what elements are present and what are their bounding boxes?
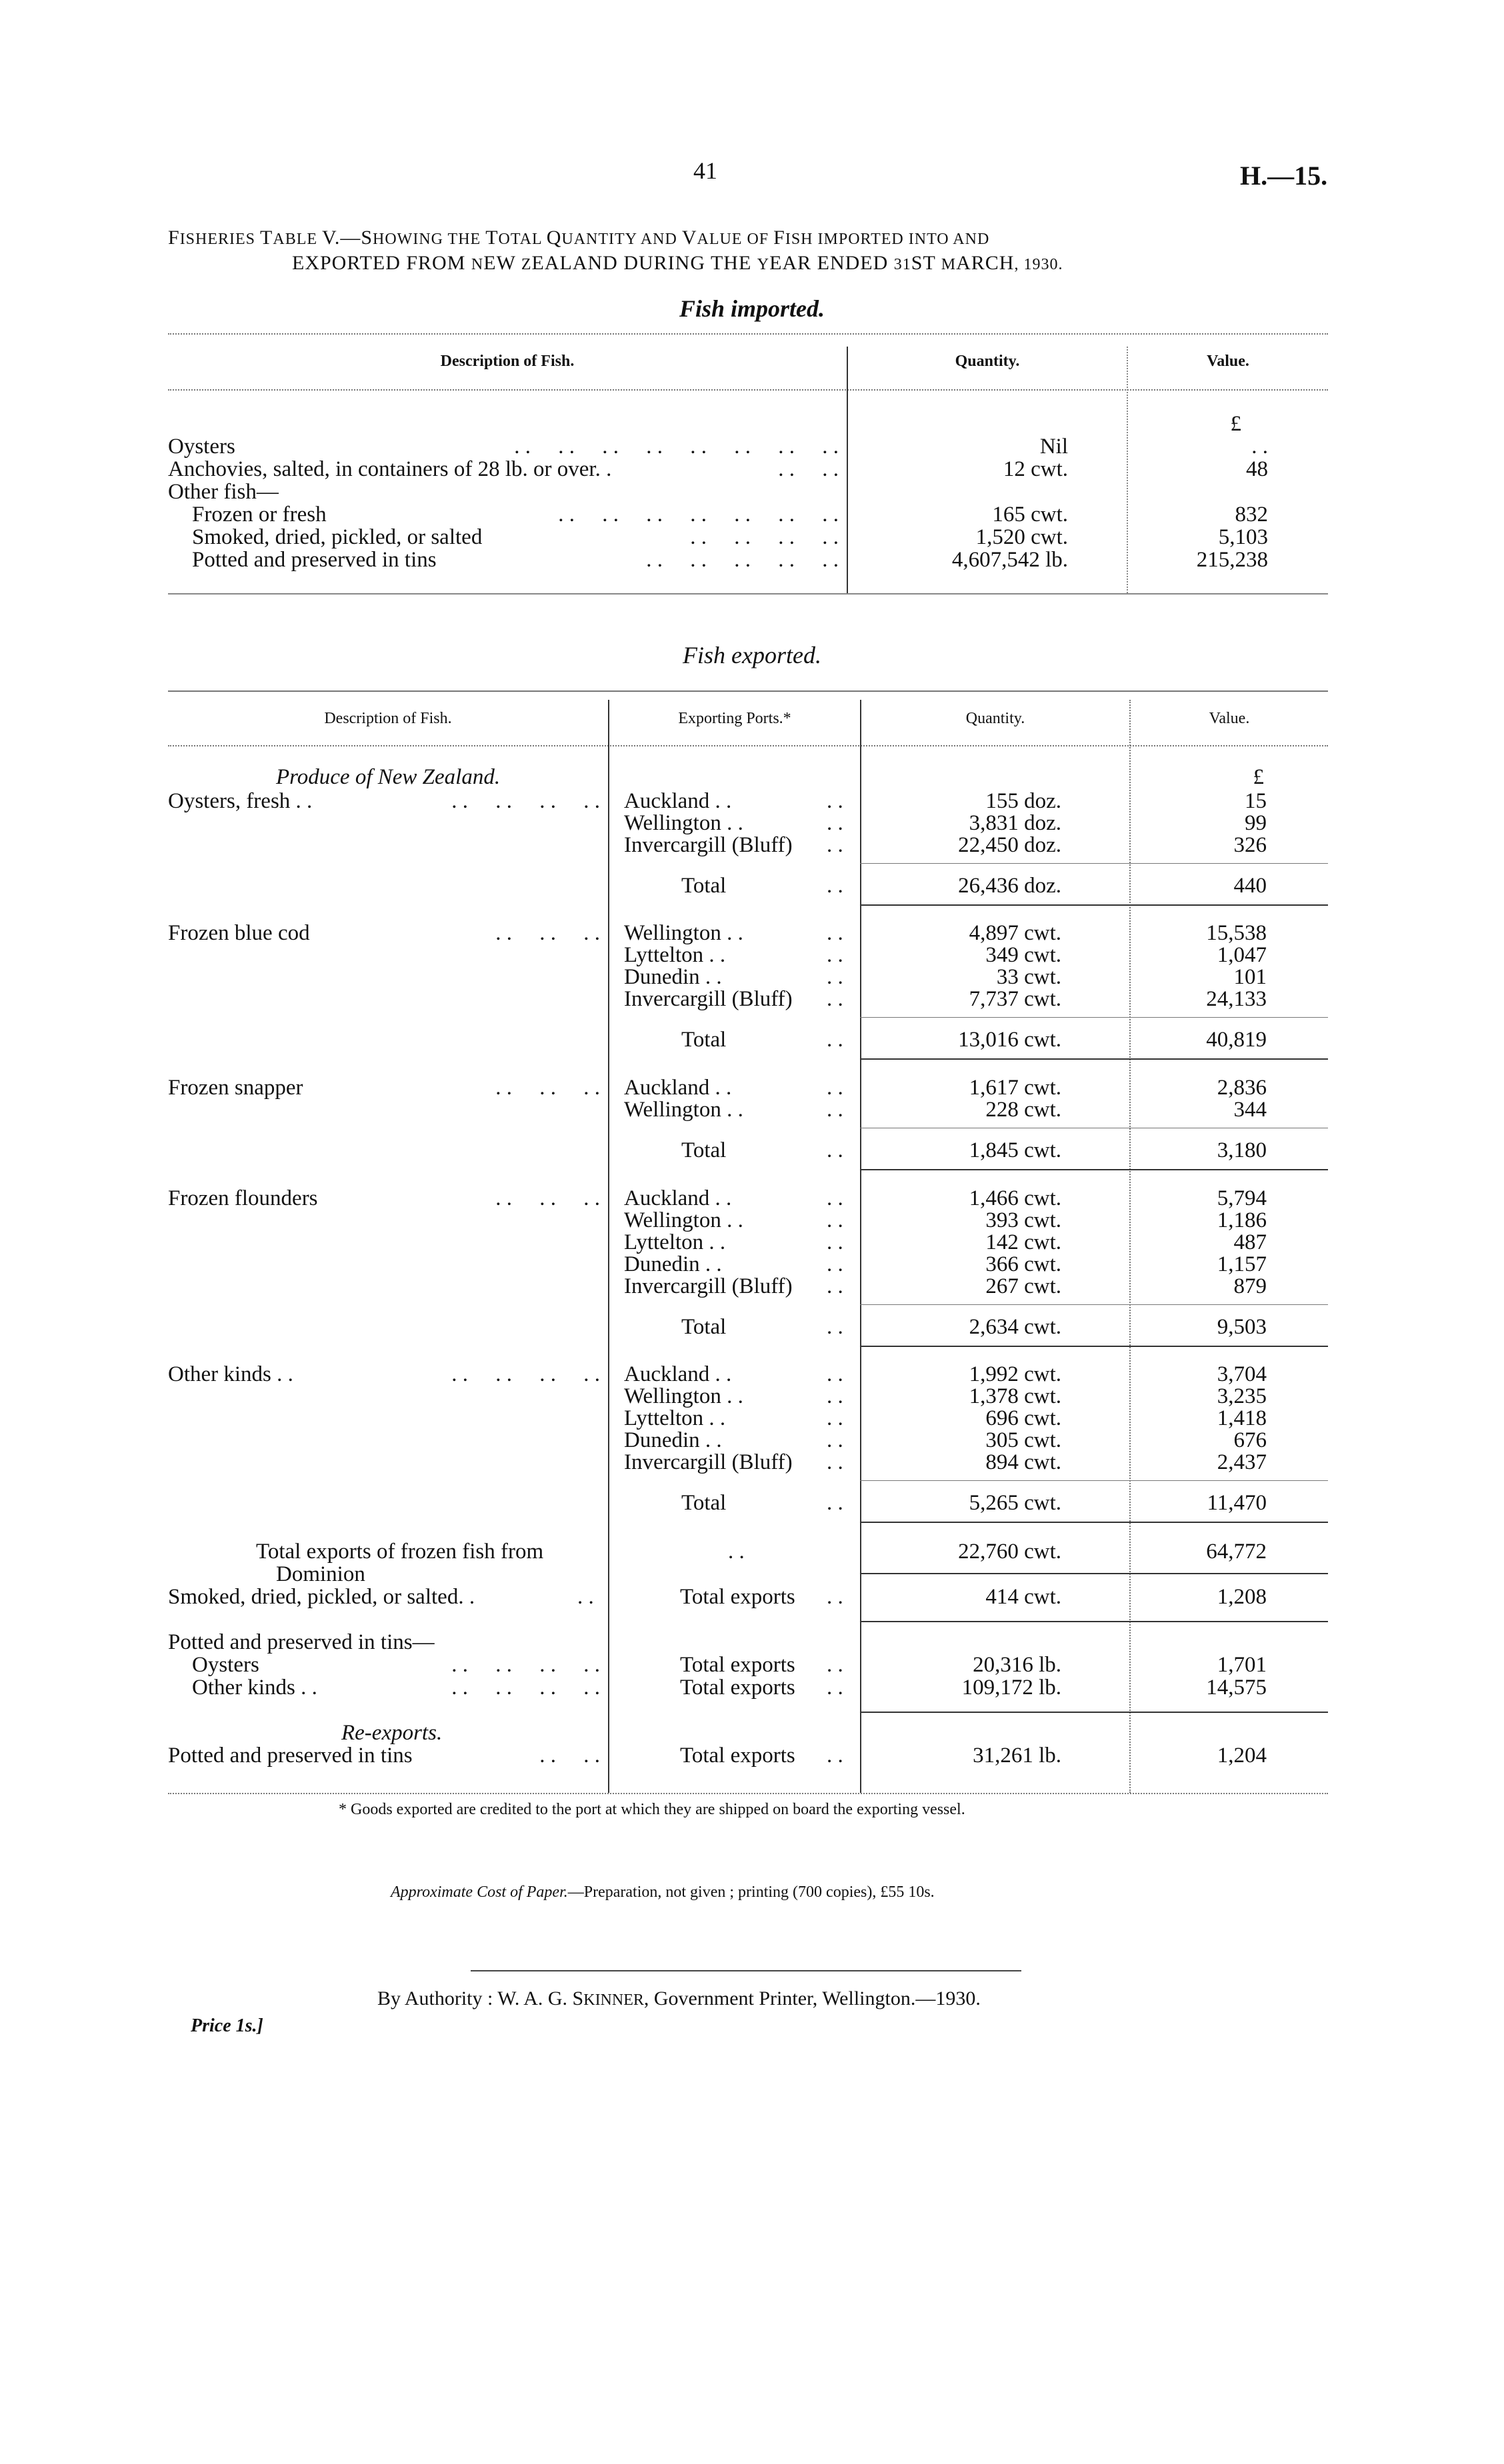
title-part: EW bbox=[483, 252, 521, 274]
re-exports-value: 1,204 bbox=[1217, 1744, 1267, 1768]
export-row-quantity: 3,831 doz. bbox=[969, 811, 1061, 835]
total-rule-bottom bbox=[860, 904, 1328, 906]
total-rule-top bbox=[860, 1304, 1328, 1305]
exported-header-value: Value. bbox=[1209, 710, 1250, 727]
export-row-quantity: 4,897 cwt. bbox=[969, 921, 1061, 945]
title-part: ABLE bbox=[273, 231, 323, 248]
smoked-value: 1,208 bbox=[1217, 1585, 1267, 1609]
export-group-name: Frozen flounders bbox=[168, 1186, 318, 1210]
imported-row-description: Frozen or fresh bbox=[192, 503, 327, 527]
exported-currency-symbol: £ bbox=[1253, 765, 1264, 789]
title-part: T bbox=[260, 227, 273, 249]
re-exports-ports-label: Total exports bbox=[680, 1744, 795, 1768]
imported-header-value: Value. bbox=[1207, 353, 1249, 370]
imported-row-quantity: 12 cwt. bbox=[1003, 457, 1068, 481]
imported-row-value: . . bbox=[1251, 435, 1268, 459]
export-row-port: Dunedin . . bbox=[624, 965, 722, 989]
export-row-value: 15,538 bbox=[1206, 921, 1267, 945]
authority-suffix: , Government Printer, Wellington.—1930. bbox=[643, 1987, 981, 2009]
export-row-dots: . . bbox=[827, 1076, 843, 1100]
imported-bottom-rule bbox=[168, 593, 1328, 595]
potted-row-leader: . . . . . . . . bbox=[451, 1653, 600, 1677]
export-row-dots: . . bbox=[827, 987, 843, 1011]
export-row-port: Lyttelton . . bbox=[624, 943, 726, 967]
export-row-quantity: 1,378 cwt. bbox=[969, 1384, 1061, 1408]
export-total-dots: . . bbox=[827, 1028, 843, 1052]
title-part: EXPORTED FROM bbox=[292, 252, 471, 274]
title-part: M bbox=[941, 256, 957, 273]
imported-row-leader: . . . . bbox=[778, 457, 839, 481]
export-row-quantity: 7,737 cwt. bbox=[969, 987, 1061, 1011]
export-row-value: 3,235 bbox=[1217, 1384, 1267, 1408]
table-title-line-2 bbox=[292, 252, 1063, 275]
export-row-dots: . . bbox=[827, 1098, 843, 1122]
smoked-leader: . . bbox=[577, 1585, 594, 1609]
frozen-total-ports: . . bbox=[728, 1540, 745, 1564]
export-row-dots: . . bbox=[827, 943, 843, 967]
potted-row-leader: . . . . . . . . bbox=[451, 1676, 600, 1700]
smoked-quantity: 414 cwt. bbox=[985, 1585, 1061, 1609]
export-row-quantity: 22,450 doz. bbox=[958, 833, 1061, 857]
cost-text: —Preparation, not given ; printing (700 copies), £55 10s. bbox=[567, 1883, 935, 1901]
export-row-value: 5,794 bbox=[1217, 1186, 1267, 1210]
exported-heading: Fish exported. bbox=[683, 642, 821, 668]
cost-label: Approximate Cost of Paper. bbox=[391, 1883, 568, 1901]
export-row-port: Auckland . . bbox=[624, 789, 732, 813]
title-part: ISH IMPORTED INTO AND bbox=[785, 231, 990, 248]
export-row-value: 676 bbox=[1233, 1428, 1267, 1452]
imported-row-leader: . . . . . . . . bbox=[690, 525, 839, 549]
title-part: EAR ENDED bbox=[769, 252, 894, 274]
export-total-label: Total bbox=[681, 1315, 727, 1339]
export-total-value: 440 bbox=[1233, 874, 1267, 898]
export-row-value: 487 bbox=[1233, 1230, 1267, 1254]
export-total-label: Total bbox=[681, 1491, 727, 1515]
exported-header-rule bbox=[168, 745, 1328, 746]
export-row-port: Invercargill (Bluff) bbox=[624, 1274, 793, 1298]
authority-prefix: By Authority : W. A. G. bbox=[377, 1987, 573, 2009]
imported-row-description: Smoked, dried, pickled, or salted bbox=[192, 525, 483, 549]
title-part: Z bbox=[521, 256, 532, 273]
export-row-quantity: 142 cwt. bbox=[985, 1230, 1061, 1254]
export-row-value: 2,836 bbox=[1217, 1076, 1267, 1100]
export-row-value: 2,437 bbox=[1217, 1450, 1267, 1474]
title-part: F bbox=[773, 227, 785, 249]
imported-header-rule bbox=[168, 389, 1328, 391]
export-row-dots: . . bbox=[827, 1362, 843, 1386]
export-total-dots: . . bbox=[827, 874, 843, 898]
export-row-dots: . . bbox=[827, 811, 843, 835]
imported-row-quantity: 1,520 cwt. bbox=[975, 525, 1068, 549]
export-total-value: 9,503 bbox=[1217, 1315, 1267, 1339]
imported-heading: Fish imported. bbox=[679, 295, 825, 322]
export-row-port: Invercargill (Bluff) bbox=[624, 1450, 793, 1474]
frozen-total-quantity: 22,760 cwt. bbox=[958, 1540, 1061, 1564]
imported-row-quantity: 165 cwt. bbox=[992, 503, 1068, 527]
imported-row-leader: . . . . . . . . . . . . . . bbox=[558, 503, 839, 527]
export-row-quantity: 305 cwt. bbox=[985, 1428, 1061, 1452]
exported-col-divider-1 bbox=[608, 700, 609, 1793]
export-row-quantity: 349 cwt. bbox=[985, 943, 1061, 967]
export-group-name: Oysters, fresh . . bbox=[168, 789, 313, 813]
export-group-leader: . . . . . . bbox=[495, 921, 600, 945]
export-row-port: Invercargill (Bluff) bbox=[624, 987, 793, 1011]
export-row-value: 99 bbox=[1245, 811, 1267, 835]
re-exports-quantity: 31,261 lb. bbox=[973, 1744, 1061, 1768]
authority-line bbox=[377, 1987, 981, 2010]
re-exports-dots: . . bbox=[827, 1744, 843, 1768]
authority-rule bbox=[471, 1970, 1021, 1971]
exported-top-rule bbox=[168, 690, 1328, 692]
title-part: 31 bbox=[893, 256, 911, 273]
table-title-line-1 bbox=[168, 227, 989, 249]
export-group-name: Frozen blue cod bbox=[168, 921, 310, 945]
frozen-total-rule bbox=[860, 1573, 1328, 1574]
export-row-quantity: 894 cwt. bbox=[985, 1450, 1061, 1474]
imported-header-quantity: Quantity. bbox=[955, 353, 1020, 370]
total-rule-top bbox=[860, 1017, 1328, 1018]
imported-row-leader: . . . . . . . . . . bbox=[646, 548, 839, 572]
export-row-value: 1,418 bbox=[1217, 1406, 1267, 1430]
export-row-quantity: 267 cwt. bbox=[985, 1274, 1061, 1298]
export-row-value: 15 bbox=[1245, 789, 1267, 813]
smoked-description: Smoked, dried, pickled, or salted. . bbox=[168, 1585, 475, 1609]
page-number: 41 bbox=[693, 157, 717, 184]
export-total-value: 3,180 bbox=[1217, 1138, 1267, 1162]
imported-row-quantity: Nil bbox=[1039, 435, 1068, 459]
export-row-quantity: 228 cwt. bbox=[985, 1098, 1061, 1122]
cost-line bbox=[391, 1883, 935, 1901]
export-row-value: 3,704 bbox=[1217, 1362, 1267, 1386]
export-row-quantity: 33 cwt. bbox=[996, 965, 1061, 989]
exported-header-quantity: Quantity. bbox=[965, 710, 1025, 727]
title-part: Y bbox=[757, 256, 770, 273]
frozen-total-value: 64,772 bbox=[1206, 1540, 1267, 1564]
potted-row-value: 14,575 bbox=[1206, 1676, 1267, 1700]
total-rule-bottom bbox=[860, 1346, 1328, 1347]
export-row-port: Wellington . . bbox=[624, 921, 743, 945]
potted-row-quantity: 20,316 lb. bbox=[973, 1653, 1061, 1677]
export-row-quantity: 1,466 cwt. bbox=[969, 1186, 1061, 1210]
export-total-dots: . . bbox=[827, 1315, 843, 1339]
export-row-value: 326 bbox=[1233, 833, 1267, 857]
export-row-value: 1,157 bbox=[1217, 1252, 1267, 1276]
export-row-quantity: 366 cwt. bbox=[985, 1252, 1061, 1276]
potted-label: Potted and preserved in tins— bbox=[168, 1630, 435, 1654]
exported-bottom-rule bbox=[168, 1793, 1328, 1794]
export-row-dots: . . bbox=[827, 1406, 843, 1430]
export-row-dots: . . bbox=[827, 1274, 843, 1298]
title-part: F bbox=[168, 227, 180, 249]
export-row-value: 1,186 bbox=[1217, 1208, 1267, 1232]
export-total-quantity: 5,265 cwt. bbox=[969, 1491, 1061, 1515]
export-row-quantity: 393 cwt. bbox=[985, 1208, 1061, 1232]
export-group-name: Frozen snapper bbox=[168, 1076, 303, 1100]
export-row-dots: . . bbox=[827, 1252, 843, 1276]
export-row-quantity: 696 cwt. bbox=[985, 1406, 1061, 1430]
export-row-dots: . . bbox=[827, 1450, 843, 1474]
title-part: Q bbox=[546, 227, 562, 249]
re-exports-leader: . . . . bbox=[539, 1744, 600, 1768]
export-total-value: 40,819 bbox=[1206, 1028, 1267, 1052]
potted-row-ports-label: Total exports bbox=[680, 1653, 795, 1677]
total-rule-bottom bbox=[860, 1522, 1328, 1523]
export-row-value: 24,133 bbox=[1206, 987, 1267, 1011]
export-row-dots: . . bbox=[827, 789, 843, 813]
imported-top-rule bbox=[168, 333, 1328, 335]
potted-row-dots: . . bbox=[827, 1676, 843, 1700]
export-row-port: Dunedin . . bbox=[624, 1428, 722, 1452]
export-total-quantity: 13,016 cwt. bbox=[958, 1028, 1061, 1052]
export-row-dots: . . bbox=[827, 965, 843, 989]
exported-header-ports: Exporting Ports.* bbox=[678, 710, 791, 727]
imported-currency-symbol: £ bbox=[1230, 412, 1241, 436]
document-reference: H.—15. bbox=[1240, 161, 1328, 191]
imported-row-description: Other fish— bbox=[168, 480, 279, 504]
export-row-port: Wellington . . bbox=[624, 1208, 743, 1232]
potted-rule bbox=[860, 1712, 1328, 1713]
export-row-value: 101 bbox=[1233, 965, 1267, 989]
export-total-label: Total bbox=[681, 1138, 727, 1162]
authority-name-rest: KINNER bbox=[583, 1991, 644, 2009]
total-rule-bottom bbox=[860, 1058, 1328, 1060]
title-part: V.—S bbox=[322, 227, 373, 249]
export-total-quantity: 26,436 doz. bbox=[958, 874, 1061, 898]
export-total-label: Total bbox=[681, 874, 727, 898]
imported-row-description: Potted and preserved in tins bbox=[192, 548, 437, 572]
total-rule-top bbox=[860, 863, 1328, 864]
smoked-dots: . . bbox=[827, 1585, 843, 1609]
title-part: , 1930. bbox=[1014, 256, 1063, 273]
export-total-quantity: 1,845 cwt. bbox=[969, 1138, 1061, 1162]
imported-header-description: Description of Fish. bbox=[440, 353, 575, 370]
imported-row-leader: . . . . . . . . . . . . . . . . bbox=[514, 435, 839, 459]
export-row-value: 344 bbox=[1233, 1098, 1267, 1122]
export-total-label: Total bbox=[681, 1028, 727, 1052]
frozen-total-line-2: Dominion bbox=[276, 1562, 365, 1586]
export-group-leader: . . . . . . . . bbox=[451, 789, 600, 813]
title-part: V bbox=[681, 227, 697, 249]
potted-row-description: Other kinds . . bbox=[192, 1676, 317, 1700]
export-row-dots: . . bbox=[827, 1186, 843, 1210]
price: Price 1s.] bbox=[191, 2015, 263, 2036]
exported-header-description: Description of Fish. bbox=[324, 710, 452, 727]
imported-row-value: 48 bbox=[1246, 457, 1268, 481]
title-part: EALAND DURING THE bbox=[531, 252, 757, 274]
re-exports-label: Re-exports. bbox=[341, 1721, 443, 1745]
export-row-port: Wellington . . bbox=[624, 811, 743, 835]
export-row-quantity: 155 doz. bbox=[985, 789, 1061, 813]
title-part: UANTITY AND bbox=[561, 231, 682, 248]
export-total-quantity: 2,634 cwt. bbox=[969, 1315, 1061, 1339]
potted-row-quantity: 109,172 lb. bbox=[961, 1676, 1061, 1700]
export-row-dots: . . bbox=[827, 1428, 843, 1452]
export-group-leader: . . . . . . bbox=[495, 1186, 600, 1210]
export-total-value: 11,470 bbox=[1207, 1491, 1267, 1515]
export-row-port: Wellington . . bbox=[624, 1098, 743, 1122]
total-rule-bottom bbox=[860, 1169, 1328, 1170]
title-part: HOWING THE bbox=[373, 231, 486, 248]
export-row-port: Wellington . . bbox=[624, 1384, 743, 1408]
export-row-port: Dunedin . . bbox=[624, 1252, 722, 1276]
potted-row-ports-label: Total exports bbox=[680, 1676, 795, 1700]
export-row-port: Auckland . . bbox=[624, 1076, 732, 1100]
title-part: ST bbox=[911, 252, 941, 274]
imported-row-quantity: 4,607,542 lb. bbox=[951, 548, 1068, 572]
export-row-dots: . . bbox=[827, 1230, 843, 1254]
frozen-total-line-1: Total exports of frozen fish from bbox=[256, 1540, 544, 1564]
title-part: ALUE OF bbox=[697, 231, 774, 248]
export-row-dots: . . bbox=[827, 921, 843, 945]
export-row-value: 879 bbox=[1233, 1274, 1267, 1298]
export-row-port: Auckland . . bbox=[624, 1186, 732, 1210]
imported-row-description: Anchovies, salted, in containers of 28 lb. or over. . bbox=[168, 457, 612, 481]
export-row-quantity: 1,992 cwt. bbox=[969, 1362, 1061, 1386]
authority-name-initial: S bbox=[572, 1987, 584, 2009]
imported-row-value: 832 bbox=[1235, 503, 1268, 527]
export-row-port: Lyttelton . . bbox=[624, 1230, 726, 1254]
imported-row-value: 5,103 bbox=[1218, 525, 1268, 549]
footnote: * Goods exported are credited to the port at which they are shipped on board the exporting vessel. bbox=[339, 1801, 965, 1818]
export-total-dots: . . bbox=[827, 1491, 843, 1515]
title-part: T bbox=[485, 227, 499, 249]
title-part: ARCH bbox=[956, 252, 1015, 274]
export-row-dots: . . bbox=[827, 1208, 843, 1232]
title-part: ISHERIES bbox=[179, 231, 261, 248]
potted-row-value: 1,701 bbox=[1217, 1653, 1267, 1677]
total-rule-top bbox=[860, 1480, 1328, 1481]
imported-row-description: Oysters bbox=[168, 435, 235, 459]
produce-of-nz-label: Produce of New Zealand. bbox=[276, 765, 501, 789]
export-total-dots: . . bbox=[827, 1138, 843, 1162]
export-group-name: Other kinds . . bbox=[168, 1362, 293, 1386]
potted-row-description: Oysters bbox=[192, 1653, 259, 1677]
export-group-leader: . . . . . . . . bbox=[451, 1362, 600, 1386]
re-exports-description: Potted and preserved in tins bbox=[168, 1744, 413, 1768]
export-row-port: Auckland . . bbox=[624, 1362, 732, 1386]
export-row-quantity: 1,617 cwt. bbox=[969, 1076, 1061, 1100]
potted-row-dots: . . bbox=[827, 1653, 843, 1677]
export-row-dots: . . bbox=[827, 833, 843, 857]
title-part: OTAL bbox=[498, 231, 547, 248]
export-row-port: Invercargill (Bluff) bbox=[624, 833, 793, 857]
export-group-leader: . . . . . . bbox=[495, 1076, 600, 1100]
title-part: N bbox=[471, 256, 484, 273]
export-row-port: Lyttelton . . bbox=[624, 1406, 726, 1430]
export-row-dots: . . bbox=[827, 1384, 843, 1408]
imported-row-value: 215,238 bbox=[1196, 548, 1268, 572]
smoked-rule bbox=[860, 1621, 1328, 1622]
export-row-value: 1,047 bbox=[1217, 943, 1267, 967]
smoked-ports-label: Total exports bbox=[680, 1585, 795, 1609]
